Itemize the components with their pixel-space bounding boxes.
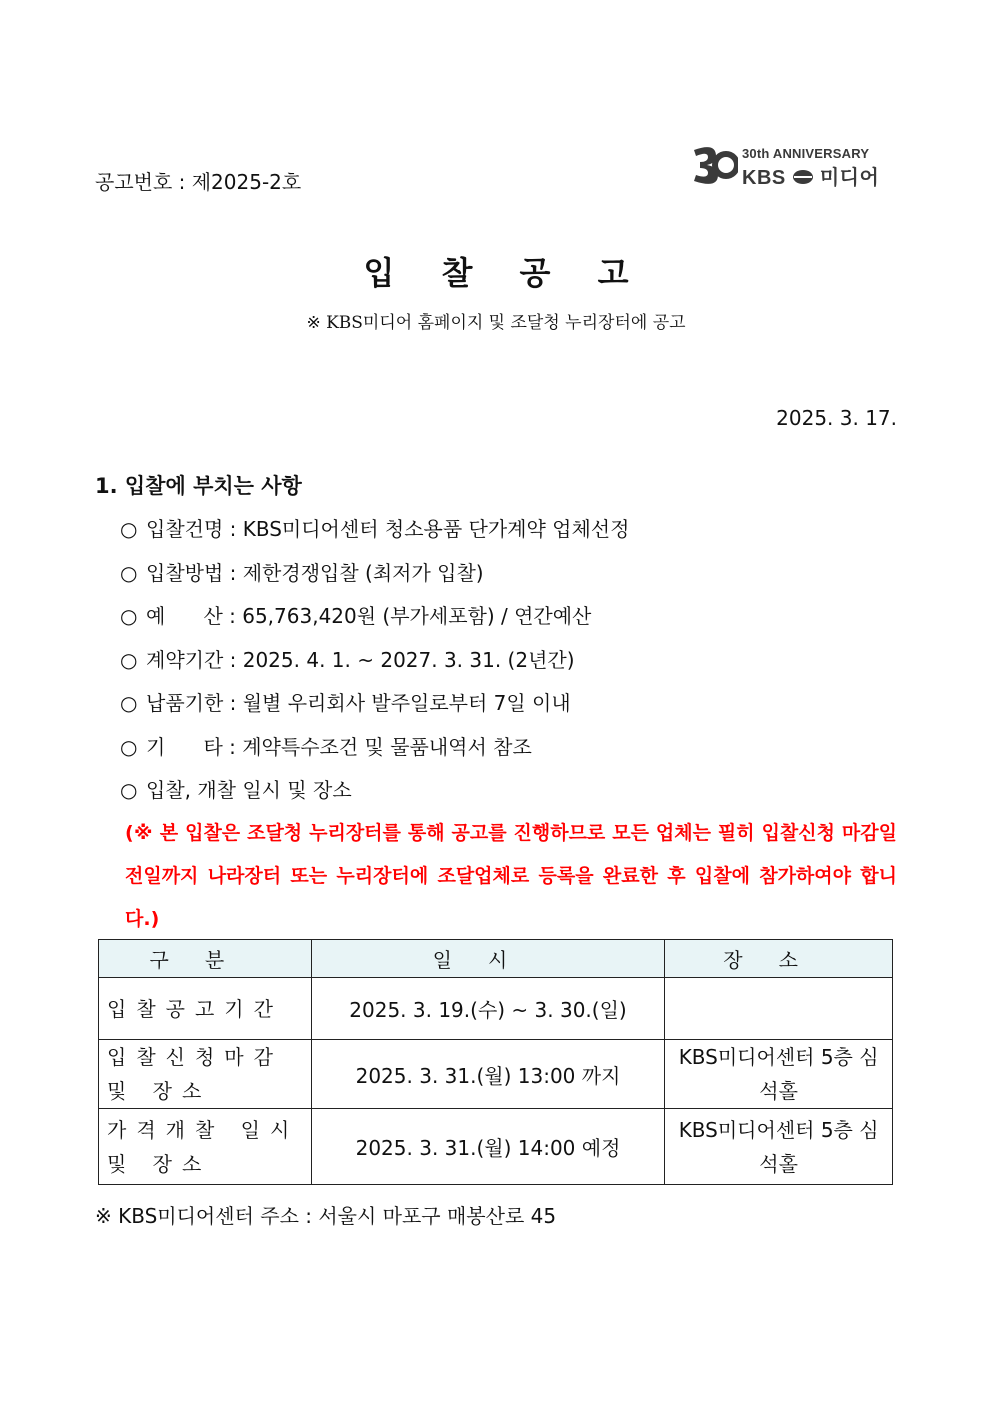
item-text: 입찰건명 : KBS미디어센터 청소용품 단가계약 업체선정 bbox=[146, 517, 630, 541]
registration-notice: (※ 본 입찰은 조달청 누리장터를 통해 공고를 진행하므로 모든 업체는 필히 입찰신청 마감일 전일까지 나라장터 또는 누리장터에 조달업체로 등록을 완료한 후 입찰에 참가하여야 합니다.) bbox=[125, 822, 897, 930]
list-item bbox=[120, 684, 900, 728]
item-text: 계약기간 : 2025. 4. 1. ~ 2027. 3. 31. (2년간) bbox=[146, 647, 575, 672]
notice-number: 공고번호 : 제2025-2호 bbox=[95, 170, 302, 194]
item-text: 예 산 : 65,763,420원 (부가세포함) / 연간예산 bbox=[146, 604, 592, 628]
kbs-eye-icon bbox=[792, 169, 814, 185]
bullet-icon: ○ bbox=[120, 647, 138, 672]
row-place: KBS미디어센터 5층 심석홀 bbox=[665, 1109, 893, 1185]
page-title: 입 찰 공 고 bbox=[363, 254, 647, 292]
item-text: 입찰, 개찰 일시 및 장소 bbox=[146, 778, 352, 802]
table-row bbox=[99, 1109, 893, 1185]
bullet-icon: ○ bbox=[120, 734, 138, 759]
row-datetime: 2025. 3. 31.(월) 14:00 예정 bbox=[311, 1109, 665, 1185]
logo-anniversary-text: 30th ANNIVERSARY bbox=[742, 146, 870, 161]
table-row bbox=[99, 1040, 893, 1109]
row-datetime: 2025. 3. 19.(수) ~ 3. 30.(일) bbox=[311, 978, 665, 1040]
item-text: 납품기한 : 월별 우리회사 발주일로부터 7일 이내 bbox=[146, 691, 571, 715]
address-footnote: ※ KBS미디어센터 주소 : 서울시 마포구 매봉산로 45 bbox=[95, 1204, 557, 1228]
table-row bbox=[99, 978, 893, 1040]
schedule-table bbox=[98, 939, 893, 1185]
bullet-icon: ○ bbox=[120, 517, 138, 541]
list-item bbox=[120, 554, 900, 598]
bullet-icon: ○ bbox=[120, 604, 138, 628]
row-place: KBS미디어센터 5층 심석홀 bbox=[665, 1040, 893, 1109]
bullet-icon: ○ bbox=[120, 560, 138, 585]
logo-media: 미디어 bbox=[819, 167, 880, 189]
list-item bbox=[120, 597, 900, 641]
column-header-category: 구분 bbox=[99, 940, 312, 978]
bullet-icon: ○ bbox=[120, 691, 138, 715]
section-heading: 1. 입찰에 부치는 사항 bbox=[95, 474, 302, 498]
row-label: 가격개찰 일시 및 장소 bbox=[99, 1109, 312, 1185]
bullet-icon: ○ bbox=[120, 778, 138, 802]
item-text: 입찰방법 : 제한경쟁입찰 (최저가 입찰) bbox=[146, 560, 484, 585]
row-label: 입찰신청마감 및 장소 bbox=[99, 1040, 312, 1109]
row-label: 입찰공고기간 bbox=[99, 978, 312, 1040]
row-datetime: 2025. 3. 31.(월) 13:00 까지 bbox=[311, 1040, 665, 1109]
list-item bbox=[120, 728, 900, 772]
notice-date: 2025. 3. 17. bbox=[776, 406, 897, 430]
column-header-place: 장소 bbox=[665, 940, 893, 978]
row-place bbox=[665, 978, 893, 1040]
logo-kbs: KBS bbox=[742, 167, 786, 189]
list-item bbox=[120, 641, 900, 685]
30th-anniversary-emblem-icon bbox=[692, 144, 738, 186]
item-list bbox=[120, 510, 900, 815]
column-header-datetime: 일시 bbox=[311, 940, 665, 978]
kbs-media-logo bbox=[692, 144, 898, 189]
list-item bbox=[120, 510, 900, 554]
item-text: 기 타 : 계약특수조건 및 물품내역서 참조 bbox=[146, 734, 532, 759]
list-item bbox=[120, 771, 900, 815]
logo-brand-text bbox=[742, 161, 879, 190]
page-subtitle: ※ KBS미디어 홈페이지 및 조달청 누리장터에 공고 bbox=[306, 313, 686, 333]
table-header-row bbox=[99, 940, 893, 978]
